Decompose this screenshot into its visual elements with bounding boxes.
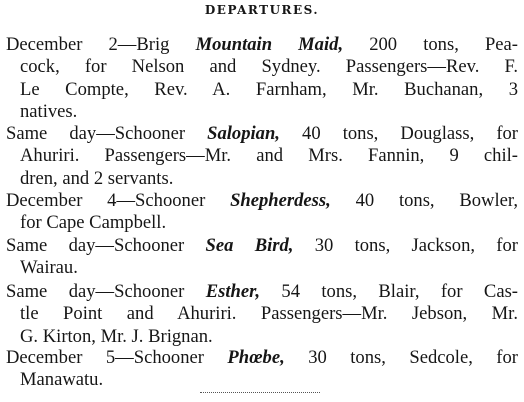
departure-entry-5: [6, 281, 518, 348]
entry-text: tle Point and Ahuriri. Passengers—Mr. Jebson, Mr.: [20, 303, 518, 325]
entry-text: G. Kirton, Mr. J. Brignan.: [20, 325, 213, 347]
departure-entry-4: [6, 235, 518, 280]
entry-line: [6, 347, 518, 369]
entry-text: Same day—Schooner: [6, 281, 206, 302]
vessel-name: Shepherdess,: [230, 190, 331, 211]
entry-text: 30 tons, Jackson, for: [293, 235, 518, 256]
entry-text: Same day—Schooner: [6, 123, 208, 144]
entry-text: December 4—Schooner: [6, 190, 231, 211]
vessel-name: Mountain Maid,: [195, 34, 344, 55]
entry-line: [6, 190, 518, 212]
entry-line: [6, 168, 518, 190]
entry-line: [6, 56, 518, 78]
entry-text: Ahuriri. Passengers—Mr. and Mrs. Fannin, 9 chil-: [20, 145, 518, 167]
entry-text: Wairau.: [20, 257, 78, 279]
departure-entry-6: [6, 347, 518, 392]
entry-line: [6, 281, 518, 303]
entry-text: 54 tons, Blair, for Cas-: [260, 281, 518, 302]
entry-line: [6, 235, 518, 257]
entry-line: [6, 257, 518, 279]
vessel-name: Sea Bird,: [205, 235, 294, 256]
entry-line: [6, 212, 518, 234]
entry-text: 200 tons, Pea-: [343, 34, 518, 55]
departure-entry-2: [6, 123, 518, 190]
entry-text: 30 tons, Sedcole, for: [284, 347, 518, 368]
entry-line: [6, 79, 518, 101]
entry-text: December 5—Schooner: [6, 347, 228, 368]
entry-line: [6, 101, 518, 123]
vessel-name: Salopian,: [207, 123, 280, 144]
entry-text: dren, and 2 servants.: [20, 167, 174, 189]
entry-line: [6, 123, 518, 145]
entry-text: natives.: [20, 101, 78, 123]
entry-text: for Cape Campbell.: [20, 212, 167, 234]
entry-text: 40 tons, Bowler,: [330, 190, 518, 211]
entry-line: [6, 369, 518, 391]
entry-text: 40 tons, Douglass, for: [279, 123, 518, 144]
entry-text: December 2—Brig: [6, 34, 196, 55]
section-heading: DEPARTURES.: [204, 3, 320, 17]
entry-text: Le Compte, Rev. A. Farnham, Mr. Buchanan, 3: [20, 78, 518, 100]
entry-line: [6, 303, 518, 325]
vessel-name: Phœbe,: [227, 347, 285, 368]
entry-line: [6, 145, 518, 167]
vessel-name: Esther,: [205, 281, 261, 302]
entry-line: [6, 326, 518, 348]
departure-entry-3: [6, 190, 518, 235]
entry-line: [6, 34, 518, 56]
section-divider: [200, 392, 320, 393]
departure-entry-1: [6, 34, 518, 124]
entry-text: cock, for Nelson and Sydney. Passengers—Rev. F.: [20, 56, 518, 78]
entry-text: Manawatu.: [20, 369, 104, 391]
entry-text: Same day—Schooner: [6, 235, 206, 256]
